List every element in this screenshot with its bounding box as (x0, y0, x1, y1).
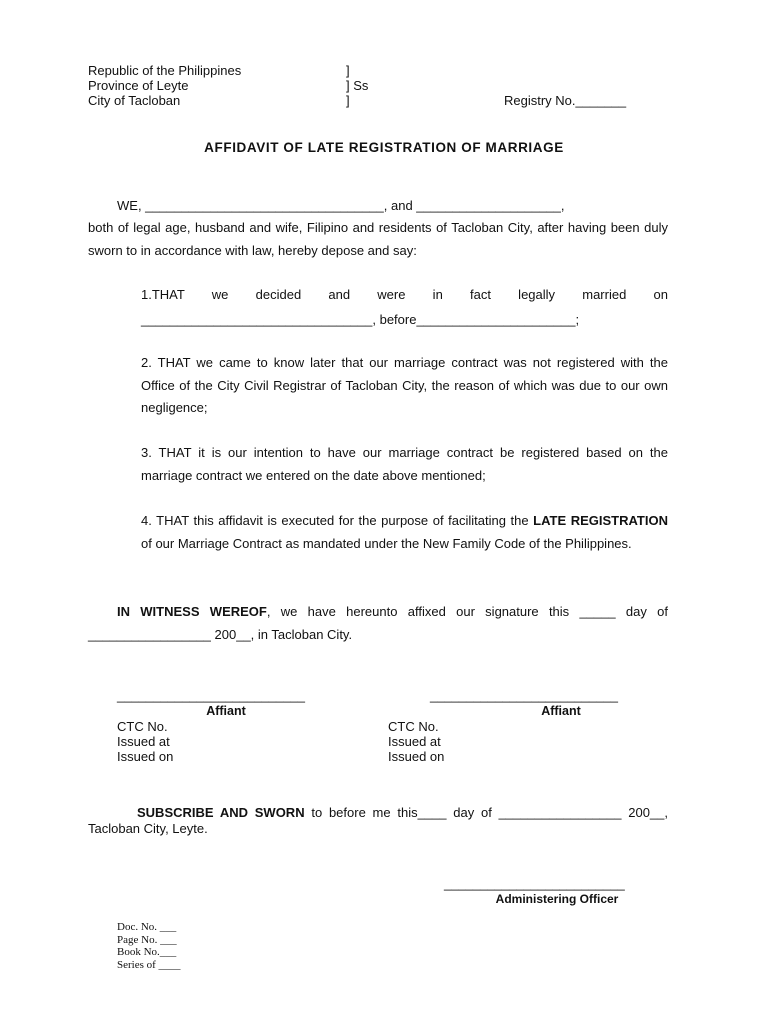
affiant-2-label: Affiant (541, 704, 581, 718)
affiant-1-ctc-no: CTC No. (117, 719, 168, 734)
item-4-text-a: 4. THAT this affidavit is executed for the purpose of facilitating the (141, 513, 534, 528)
venue-province: Province of Leyte (88, 78, 189, 93)
item-4-late-registration: LATE REGISTRATION (533, 513, 668, 528)
affiant-2-issued-at: Issued at (388, 734, 441, 749)
item-1-line-2: ________________________________, before______________________; (141, 312, 580, 327)
registry-number: Registry No._______ (504, 93, 627, 108)
venue-republic: Republic of the Philippines (88, 63, 242, 78)
affiant-2-ctc (388, 719, 444, 764)
notary-series: Series of ____ (117, 958, 181, 971)
witness-paragraph (88, 601, 668, 646)
affiant-1-issued-at: Issued at (117, 734, 170, 749)
notary-doc-no: Doc. No. ___ (117, 921, 177, 933)
document-title: AFFIDAVIT OF LATE REGISTRATION OF MARRIAGE (204, 140, 564, 155)
witness-text: , we have hereunto affixed our signature this _____ day of _________________ 200__, in Tacloban City. (88, 604, 668, 642)
affiant-1-ctc (117, 719, 173, 764)
bracket-3: ] (346, 93, 350, 108)
venue-city: City of Tacloban (88, 93, 181, 108)
venue-block (88, 63, 241, 108)
bracket-1: ] (346, 63, 350, 78)
bracket-ss: ] Ss (346, 78, 369, 93)
intro-paragraph: both of legal age, husband and wife, Filipino and residents of Tacloban City, after having been duly sworn to in accordance with law, hereby depose and say: (88, 220, 668, 258)
affiant-1-signature-line: __________________________ (117, 688, 305, 703)
intro-line-1: WE, _________________________________, and ____________________, (117, 198, 565, 213)
officer-label: Administering Officer (495, 892, 619, 906)
affiant-1-issued-on: Issued on (117, 749, 174, 764)
item-4-text-b: of our Marriage Contract as mandated under the New Family Code of the Philippines. (141, 535, 632, 551)
item-4-paragraph (141, 510, 668, 555)
notary-block (117, 921, 181, 971)
item-3-paragraph: 3. THAT it is our intention to have our marriage contract be registered based on the marriage contract we entered on the date above mentioned; (141, 445, 668, 483)
item-1-line-1: 1.THAT we decided and were in fact legally married on (141, 287, 668, 302)
affiant-2-signature-line: __________________________ (430, 688, 618, 703)
sworn-heading: SUBSCRIBE AND SWORN (137, 805, 305, 820)
notary-page-no: Page No. ___ (117, 933, 177, 946)
officer-signature-line: _________________________ (444, 876, 625, 891)
sworn-paragraph (88, 805, 668, 837)
notary-book-no: Book No.___ (117, 946, 177, 958)
item-2-paragraph: 2. THAT we came to know later that our marriage contract was not registered with the Office of the City Civil Registrar of Tacloban City, the reason of which was due to our own negligence; (141, 355, 668, 415)
witness-heading: IN WITNESS WEREOF (117, 604, 267, 619)
affiant-2-issued-on: Issued on (388, 749, 445, 764)
affiant-2-ctc-no: CTC No. (388, 719, 439, 734)
affiant-1-label: Affiant (206, 704, 246, 718)
sworn-text: to before me this____ day of _________________ 200__, Tacloban City, Leyte. (88, 805, 668, 836)
venue-brackets (346, 63, 368, 108)
